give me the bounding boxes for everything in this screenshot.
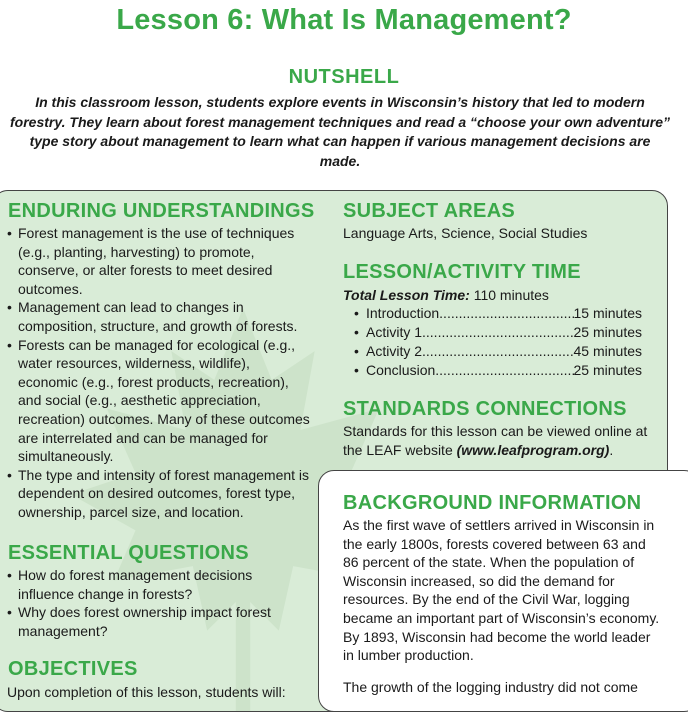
standards-body: Standards for this lesson can be viewed online at the LEAF website	[343, 423, 648, 458]
standards-text	[343, 422, 661, 459]
nutshell-text: In this classroom lesson, students explore events in Wisconsin’s history that led to modern forestry. They learn about forest management techniques and read a “choose your own adventure” type story about management to learn what can happen if various management decisions are made.	[10, 94, 670, 169]
subject-heading: SUBJECT AREAS	[343, 200, 516, 222]
page-title: Lesson 6: What Is Management?	[116, 4, 572, 36]
time-row: • Introduction ..... 15 minutes	[354, 304, 642, 323]
leaf-website-link[interactable]: (www.leafprogram.org)	[456, 441, 610, 458]
total-time-value: 110 minutes	[473, 287, 549, 303]
time-row-value: 25 minutes	[573, 324, 642, 340]
list-item: • Forests can be managed for ecological (e.g., water resources, wilderness, wildlife), economic (e.g., forest products, recreation), and social (e.g., aesthetic appreciation, recreation) outcomes. Many of these outcomes are interrelated and can be managed for simultaneously.	[7, 336, 312, 466]
enduring-heading: ENDURING UNDERSTANDINGS	[8, 200, 315, 222]
time-row-label: Activity 1	[366, 324, 423, 340]
time-row: • Conclusion ..... 25 minutes	[354, 361, 642, 380]
total-time	[343, 286, 663, 305]
time-row-value: 45 minutes	[573, 343, 642, 359]
essential-list	[7, 566, 302, 640]
background-heading: BACKGROUND INFORMATION	[343, 492, 642, 514]
time-row-value: 15 minutes	[573, 305, 642, 321]
background-paragraph-1: As the first wave of settlers arrived in Wisconsin in the early 1800s, forests covered between 63 and 86 percent of the state. When the population of Wisconsin increased, so did the demand for resources. By the end of the Civil War, logging became an important part of Wisconsin’s economy. By 1893, Wisconsin had become the world leader in lumber production.	[343, 517, 660, 664]
time-breakdown	[354, 304, 642, 380]
background-paragraph-2: The growth of the logging industry did not come	[343, 679, 638, 695]
list-item: • The type and intensity of forest management is dependent on desired outcomes, forest type, ownership, parcel size, and location.	[7, 466, 312, 522]
time-row-label: Activity 2	[366, 343, 423, 359]
time-row: • Activity 1 ..... 25 minutes	[354, 323, 642, 342]
time-row-label: Introduction	[366, 305, 440, 321]
objectives-text: Upon completion of this lesson, students will:	[7, 684, 286, 700]
time-row-label: Conclusion	[366, 362, 436, 378]
list-item: • How do forest management decisions influence change in forests?	[7, 566, 302, 603]
list-item: • Why does forest ownership impact forest management?	[7, 603, 302, 640]
time-heading: LESSON/ACTIVITY TIME	[343, 261, 581, 283]
list-item: • Forest management is the use of techniques (e.g., planting, harvesting) to promote, conserve, or alter forests to meet desired outcomes.	[7, 224, 312, 298]
nutshell-heading: NUTSHELL	[288, 66, 400, 88]
time-row-value: 25 minutes	[573, 362, 642, 378]
total-time-label: Total Lesson Time:	[343, 287, 470, 303]
subject-text: Language Arts, Science, Social Studies	[343, 225, 588, 241]
enduring-list	[7, 224, 312, 522]
standards-period: .	[609, 441, 614, 458]
time-row: • Activity 2 ..... 45 minutes	[354, 342, 642, 361]
essential-heading: ESSENTIAL QUESTIONS	[8, 542, 249, 564]
objectives-heading: OBJECTIVES	[8, 658, 138, 680]
list-item: • Management can lead to changes in composition, structure, and growth of forests.	[7, 298, 312, 335]
standards-heading: STANDARDS CONNECTIONS	[343, 398, 627, 420]
